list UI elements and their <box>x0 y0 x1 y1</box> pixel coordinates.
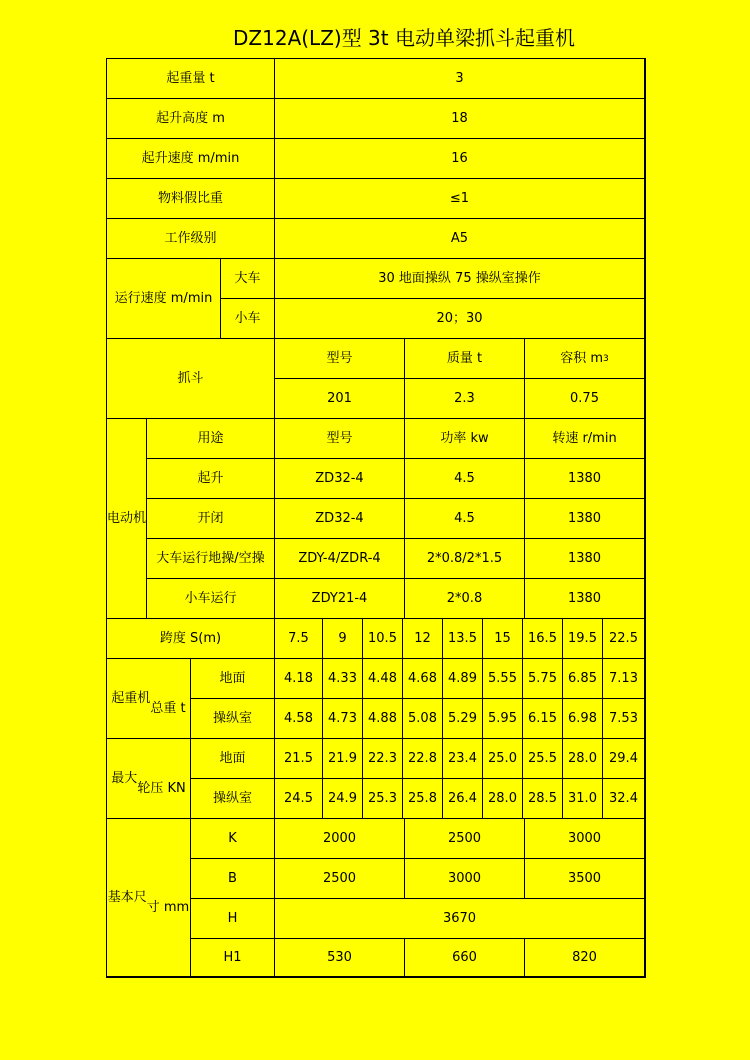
dims-row-2-value-1: 2500 <box>275 859 405 899</box>
weight-row-2-value-9: 7.53 <box>603 699 645 739</box>
span-value-7: 16.5 <box>523 619 563 659</box>
spec-table <box>106 58 646 978</box>
motor-row-2-col-4: 1380 <box>525 499 645 539</box>
motor-group-label-line-2: 动 <box>120 510 134 526</box>
speed-small-value: 20；30 <box>275 299 645 339</box>
grab-value-2: 2.3 <box>405 379 525 419</box>
weight-row-2-value-6: 5.95 <box>483 699 523 739</box>
grab-label: 抓斗 <box>107 339 275 419</box>
motor-row-4-col-1: 小车运行 <box>147 579 275 619</box>
motor-row-2-col-3: 4.5 <box>405 499 525 539</box>
weight-row-2-value-1: 4.58 <box>275 699 323 739</box>
pressure-row-1-value-9: 29.4 <box>603 739 645 779</box>
dims-label-line-1: 基本尺 <box>107 889 147 905</box>
weight-label-line-1: 起重机 <box>111 690 151 706</box>
span-value-9: 22.5 <box>603 619 645 659</box>
weight-row-2-label: 操纵室 <box>191 699 275 739</box>
motor-row-3-col-3: 2*0.8/2*1.5 <box>405 539 525 579</box>
weight-row-1-value-4: 4.68 <box>403 659 443 699</box>
span-value-2: 9 <box>323 619 363 659</box>
pressure-row-2-value-2: 24.9 <box>323 779 363 819</box>
motor-header-3: 功率 kw <box>405 419 525 459</box>
motor-row-2-col-1: 开闭 <box>147 499 275 539</box>
weight-label <box>107 659 191 739</box>
motor-row-4-col-2: ZDY21-4 <box>275 579 405 619</box>
motor-row-1-col-3: 4.5 <box>405 459 525 499</box>
dims-row-4-value-3: 820 <box>525 939 645 977</box>
spec-label-4: 物料假比重 <box>107 179 275 219</box>
pressure-row-1-value-8: 28.0 <box>563 739 603 779</box>
motor-row-4-col-4: 1380 <box>525 579 645 619</box>
weight-row-1-value-6: 5.55 <box>483 659 523 699</box>
pressure-row-2-label: 操纵室 <box>191 779 275 819</box>
motor-row-3-col-1: 大车运行地操/空操 <box>147 539 275 579</box>
spec-value-2: 18 <box>275 99 645 139</box>
spec-label-2: 起升高度 m <box>107 99 275 139</box>
spec-label-3: 起升速度 m/min <box>107 139 275 179</box>
weight-row-2-value-4: 5.08 <box>403 699 443 739</box>
pressure-row-1-value-7: 25.5 <box>523 739 563 779</box>
weight-row-2-value-3: 4.88 <box>363 699 403 739</box>
speed-big-label: 大车 <box>221 259 275 299</box>
weight-row-1-value-7: 5.75 <box>523 659 563 699</box>
span-value-6: 15 <box>483 619 523 659</box>
weight-label-line-2: 总重 t <box>150 700 186 716</box>
pressure-row-1-value-5: 23.4 <box>443 739 483 779</box>
pressure-row-1-value-1: 21.5 <box>275 739 323 779</box>
grab-header-3: 容积 m 3 <box>525 339 645 379</box>
spec-value-4: ≤1 <box>275 179 645 219</box>
span-value-1: 7.5 <box>275 619 323 659</box>
dims-row-4-value-2: 660 <box>405 939 525 977</box>
weight-row-1-value-3: 4.48 <box>363 659 403 699</box>
grab-header-3-text: 容积 m <box>560 350 604 366</box>
pressure-label <box>107 739 191 819</box>
speed-big-value: 30 地面操纵 75 操纵室操作 <box>275 259 645 299</box>
weight-row-1-value-2: 4.33 <box>323 659 363 699</box>
motor-header-4: 转速 r/min <box>525 419 645 459</box>
pressure-row-2-value-7: 28.5 <box>523 779 563 819</box>
motor-row-3-col-2: ZDY-4/ZDR-4 <box>275 539 405 579</box>
pressure-row-2-value-5: 26.4 <box>443 779 483 819</box>
weight-row-2-value-2: 4.73 <box>323 699 363 739</box>
dims-row-4-label: H1 <box>191 939 275 977</box>
motor-header-2: 型号 <box>275 419 405 459</box>
page-title: DZ12A(LZ)型 3t 电动单梁抓斗起重机 <box>233 26 575 50</box>
span-value-4: 12 <box>403 619 443 659</box>
pressure-row-1-value-2: 21.9 <box>323 739 363 779</box>
dims-row-2-value-3: 3500 <box>525 859 645 899</box>
span-value-3: 10.5 <box>363 619 403 659</box>
grab-header-1: 型号 <box>275 339 405 379</box>
motor-group-label-line-1: 电 <box>106 510 120 526</box>
pressure-row-2-value-3: 25.3 <box>363 779 403 819</box>
motor-row-1-col-2: ZD32-4 <box>275 459 405 499</box>
spec-label-5: 工作级别 <box>107 219 275 259</box>
dims-row-2-value-2: 3000 <box>405 859 525 899</box>
spec-value-1: 3 <box>275 59 645 99</box>
weight-row-1-label: 地面 <box>191 659 275 699</box>
pressure-row-2-value-4: 25.8 <box>403 779 443 819</box>
spec-label-1: 起重量 t <box>107 59 275 99</box>
spec-value-5: A5 <box>275 219 645 259</box>
weight-row-1-value-5: 4.89 <box>443 659 483 699</box>
weight-row-1-value-9: 7.13 <box>603 659 645 699</box>
pressure-row-2-value-9: 32.4 <box>603 779 645 819</box>
dims-row-1-value-1: 2000 <box>275 819 405 859</box>
pressure-row-1-value-6: 25.0 <box>483 739 523 779</box>
motor-row-1-col-4: 1380 <box>525 459 645 499</box>
weight-row-2-value-8: 6.98 <box>563 699 603 739</box>
weight-row-2-value-7: 6.15 <box>523 699 563 739</box>
dims-row-1-value-3: 3000 <box>525 819 645 859</box>
dims-label <box>107 819 191 977</box>
speed-label: 运行速度 m/min <box>107 259 221 339</box>
weight-row-1-value-1: 4.18 <box>275 659 323 699</box>
dims-row-3-value-1: 3670 <box>275 899 645 939</box>
motor-row-3-col-4: 1380 <box>525 539 645 579</box>
grab-header-2: 质量 t <box>405 339 525 379</box>
motor-row-4-col-3: 2*0.8 <box>405 579 525 619</box>
pressure-row-2-value-1: 24.5 <box>275 779 323 819</box>
weight-row-2-value-5: 5.29 <box>443 699 483 739</box>
pressure-row-1-label: 地面 <box>191 739 275 779</box>
grab-value-1: 201 <box>275 379 405 419</box>
motor-group-label-line-3: 机 <box>133 510 147 526</box>
motor-group-label <box>107 419 147 619</box>
span-value-8: 19.5 <box>563 619 603 659</box>
dims-row-2-label: B <box>191 859 275 899</box>
span-label: 跨度 S(m) <box>107 619 275 659</box>
span-value-5: 13.5 <box>443 619 483 659</box>
dims-row-4-value-1: 530 <box>275 939 405 977</box>
motor-row-1-col-1: 起升 <box>147 459 275 499</box>
pressure-label-line-2: 轮压 KN <box>137 780 186 796</box>
motor-row-2-col-2: ZD32-4 <box>275 499 405 539</box>
pressure-row-2-value-8: 31.0 <box>563 779 603 819</box>
pressure-row-1-value-3: 22.3 <box>363 739 403 779</box>
pressure-row-2-value-6: 28.0 <box>483 779 523 819</box>
dims-row-1-label: K <box>191 819 275 859</box>
motor-header-1: 用途 <box>147 419 275 459</box>
weight-row-1-value-8: 6.85 <box>563 659 603 699</box>
speed-small-label: 小车 <box>221 299 275 339</box>
dims-label-line-2: 寸 mm <box>146 899 190 915</box>
dims-row-3-label: H <box>191 899 275 939</box>
pressure-row-1-value-4: 22.8 <box>403 739 443 779</box>
pressure-label-line-1: 最大 <box>111 770 138 786</box>
grab-value-3: 0.75 <box>525 379 645 419</box>
spec-value-3: 16 <box>275 139 645 179</box>
dims-row-1-value-2: 2500 <box>405 819 525 859</box>
